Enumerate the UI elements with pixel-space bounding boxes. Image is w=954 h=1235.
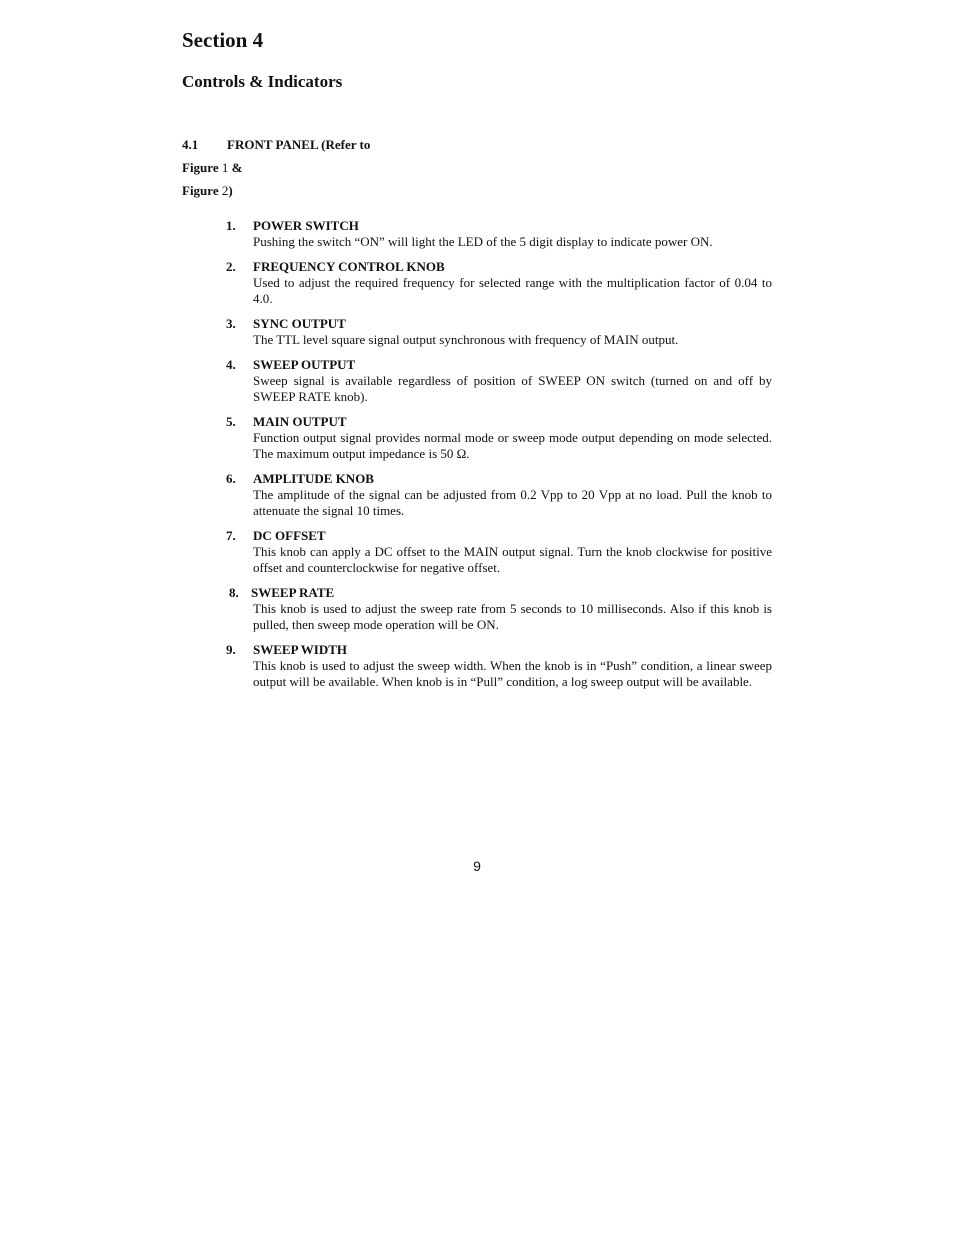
item-description: Sweep signal is available regardless of position of SWEEP ON switch (turned on and off by SWEEP RATE knob). <box>253 373 772 404</box>
list-item <box>226 471 772 519</box>
item-title: SWEEP OUTPUT <box>253 357 356 372</box>
item-title: AMPLITUDE KNOB <box>253 471 374 486</box>
item-title: FREQUENCY CONTROL KNOB <box>253 259 445 274</box>
item-number: 1. <box>226 218 236 233</box>
section-subtitle: Controls & Indicators <box>182 72 343 91</box>
item-number: 4. <box>226 357 236 372</box>
item-description: Used to adjust the required frequency for selected range with the multiplication factor of 0.04 to 4.0. <box>253 275 772 306</box>
figure-ref-1: 1 <box>221 160 229 175</box>
item-description: Function output signal provides normal mode or sweep mode output depending on mode selected. The maximum output impedance is 50 Ω. <box>253 430 772 461</box>
item-title: SWEEP RATE <box>251 585 335 600</box>
item-title: MAIN OUTPUT <box>253 414 347 429</box>
item-description: This knob can apply a DC offset to the MAIN output signal. Turn the knob clockwise for positive offset and counterclockwise for negative offset. <box>253 544 772 575</box>
list-item <box>226 259 772 307</box>
figure-close: ) <box>228 183 233 198</box>
subsection-title: FRONT PANEL (Refer to <box>227 137 371 152</box>
item-number: 3. <box>226 316 236 331</box>
item-title: SYNC OUTPUT <box>253 316 346 331</box>
item-number: 6. <box>226 471 236 486</box>
subsection-number: 4.1 <box>182 137 199 152</box>
item-number: 8. <box>229 585 239 600</box>
item-description: This knob is used to adjust the sweep rate from 5 seconds to 10 milliseconds. Also if this knob is pulled, then sweep mode operation will be ON. <box>253 601 772 632</box>
list-item <box>226 357 772 405</box>
item-title: DC OFFSET <box>253 528 326 543</box>
subsection-line-1 <box>182 133 370 156</box>
subsection-line-3 <box>182 179 370 202</box>
item-description: Pushing the switch “ON” will light the LED of the 5 digit display to indicate power ON. <box>253 234 713 249</box>
item-number: 2. <box>226 259 236 274</box>
item-number: 7. <box>226 528 236 543</box>
item-number: 9. <box>226 642 236 657</box>
figure-amp: & <box>231 160 243 175</box>
figure-word-2: Figure <box>182 183 219 198</box>
list-item <box>226 316 772 348</box>
list-item <box>226 414 772 462</box>
list-item <box>226 585 772 633</box>
figure-word-1: Figure <box>182 160 219 175</box>
item-description: This knob is used to adjust the sweep width. When the knob is in “Push” condition, a linear sweep output will be available. When knob is in “Pull” condition, a log sweep output will be available. <box>253 658 772 689</box>
item-number: 5. <box>226 414 236 429</box>
list-item <box>226 642 772 690</box>
subsection-line-2 <box>182 156 370 179</box>
item-title: SWEEP WIDTH <box>253 642 348 657</box>
subsection-heading <box>182 133 370 202</box>
list-item <box>226 218 772 250</box>
controls-list <box>226 218 772 699</box>
list-item <box>226 528 772 576</box>
item-title: POWER SWITCH <box>253 218 359 233</box>
figure-ref-2: 2 <box>221 183 229 198</box>
item-description: The amplitude of the signal can be adjusted from 0.2 Vpp to 20 Vpp at no load. Pull the knob to attenuate the signal 10 times. <box>253 487 772 518</box>
item-description: The TTL level square signal output synchronous with frequency of MAIN output. <box>253 332 679 347</box>
section-title: Section 4 <box>182 28 264 52</box>
page-number: 9 <box>473 858 481 874</box>
